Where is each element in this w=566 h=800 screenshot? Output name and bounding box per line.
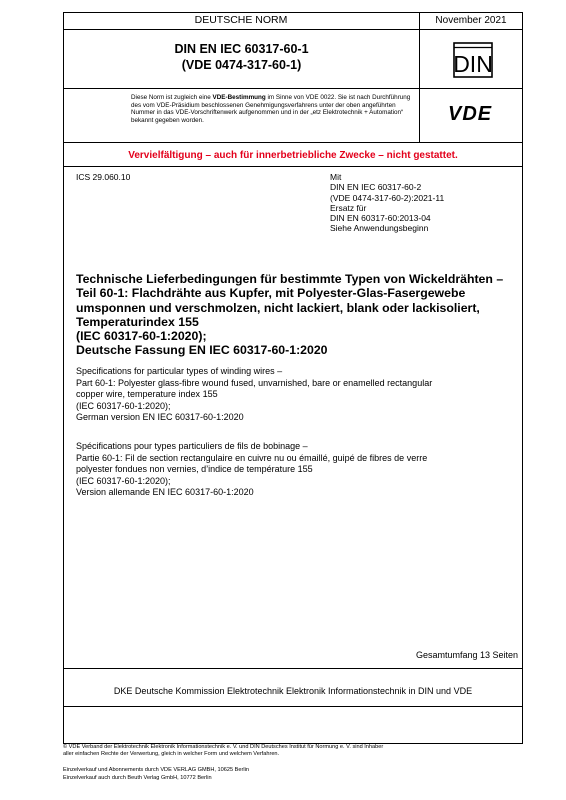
standard-number: DIN EN IEC 60317-60-1 [174, 42, 309, 56]
divider [63, 668, 523, 669]
dke-line: DKE Deutsche Kommission Elektrotechnik Elektronik Informationstechnik in DIN und VDE [113, 686, 473, 696]
title-french: Spécifications pour types particuliers de fils de bobinage – Partie 60-1: Fil de section rectangulaire en cuivre nu ou émaillé, guipé de fibres de verre polyester fondues non vernies, d’indice de température 155 (IEC 60317-60-1:2020); Version allemande EN IEC 60317-60-1:2020 [76, 441, 428, 498]
header-row [63, 12, 523, 30]
din-logo-text: DIN [453, 51, 493, 77]
title-german: Technische Lieferbedingungen für bestimmte Typen von Wickeldrähten – Teil 60-1: Flachdrähte aus Kupfer, mit Polyester-Glas-Fasergewebe umsponnen und verschmolzen, nicht lackiert, blank oder lackisoliert, Temperaturindex 155 (IEC 60317-60-1:2020); Deutsche Fassung EN IEC 60317-60-1:2020 [76, 272, 504, 358]
sales-info: Einzelverkauf und Abonnements durch VDE VERLAG GMBH, 10625 Berlin Einzelverkauf auch durch Beuth Verlag GmbH, 10772 Berlin [63, 767, 249, 781]
reproduction-notice: Vervielfältigung – auch für innerbetriebliche Zwecke – nicht gestattet. [128, 150, 458, 161]
vde-logo-cell [420, 89, 523, 143]
standard-type: DEUTSCHE NORM [63, 12, 420, 29]
din-logo-cell [420, 30, 523, 89]
replacement-info: Mit DIN EN IEC 60317-60-2 (VDE 0474-317-60-2):2021-11 Ersatz für DIN EN 60317-60:2013-04 Siehe Anwendungsbeginn [330, 172, 445, 234]
copyright-notice: © VDE Verband der Elektrotechnik Elektronik Informationstechnik e. V. und DIN Deutsches Institut für Normung e. V. sind Inhaber aller einfachen Rechte der Verwertung, gleich in welcher Form und welchem Verfahren. [63, 744, 384, 757]
vde-number: (VDE 0474-317-60-1) [181, 58, 302, 72]
standard-number-block [63, 30, 420, 89]
din-logo [453, 42, 493, 78]
vde-notice-cell [63, 89, 420, 143]
vde-notice: Diese Norm ist zugleich eine VDE-Bestimmung im Sinne von VDE 0022. Sie ist nach Durchführung des vom VDE-Präsidium beschlossenen Genehmigungsverfahrens unter der oben angeführten Nummer in das VDE-Vorschriftenwerk aufgenommen und in der „etz Elektrotechnik + Automation“ bekannt gegeben worden. [131, 94, 411, 124]
divider [63, 166, 523, 167]
divider [63, 706, 523, 707]
total-pages: Gesamtumfang 13 Seiten [415, 650, 518, 660]
ics-code: ICS 29.060.10 [76, 172, 131, 182]
title-english: Specifications for particular types of winding wires – Part 60-1: Polyester glass-fibre wound fused, unvarnished, bare or enamelled rectangular copper wire, temperature index 155 (IEC 60317-60-1:2020); German version EN IEC 60317-60-1:2020 [76, 366, 433, 423]
vde-logo: VDE [448, 103, 493, 125]
publication-date: November 2021 [435, 15, 507, 26]
